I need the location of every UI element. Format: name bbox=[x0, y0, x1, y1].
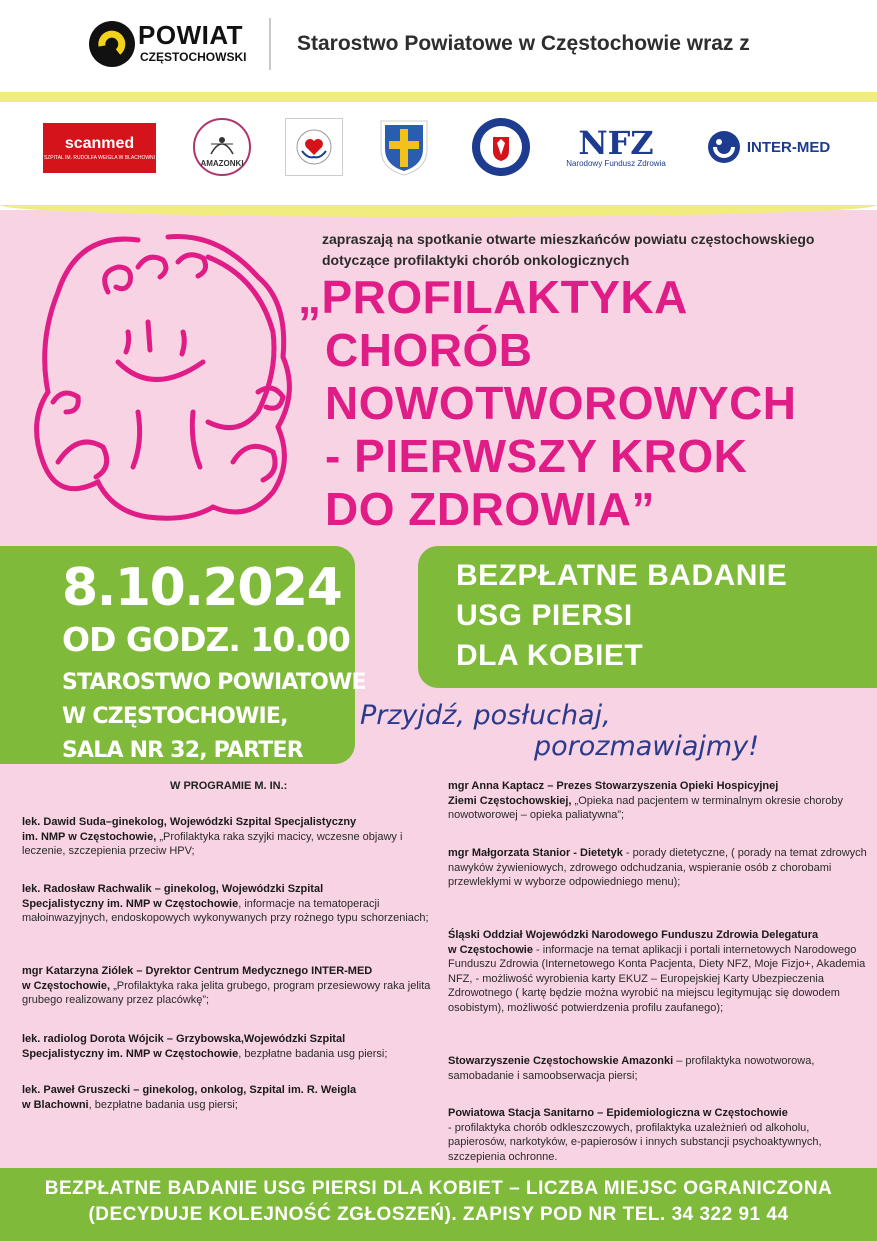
program-item bbox=[22, 1083, 442, 1112]
sanepid-logo bbox=[470, 118, 532, 176]
speaker-affiliation: Specjalistyczny im. NMP w Częstochowie bbox=[22, 1047, 239, 1060]
header-title: Starostwo Powiatowe w Częstochowie wraz z bbox=[297, 32, 750, 55]
topic: - profilaktyka chorób odkleszczowych, profilaktyka uzależnień od alkoholu, papierosów, narkotyków, e-papierosów i innych substancji psychoaktywnych, szczepienia ochronne. bbox=[448, 1121, 822, 1163]
amazonki-label: AMAZONKI bbox=[200, 159, 244, 168]
title-line-3: NOWOTWOROWYCH bbox=[325, 377, 797, 429]
speaker-affiliation: w Częstochowie, bbox=[22, 979, 111, 992]
speaker-affiliation: Specjalistyczny im. NMP w Częstochowie bbox=[22, 897, 239, 910]
invitation-text bbox=[322, 229, 862, 271]
program-item bbox=[448, 928, 868, 1015]
slogan-line-2: porozmawiajmy! bbox=[534, 731, 760, 762]
speaker-name: mgr Małgorzata Stanior - Dietetyk bbox=[448, 847, 623, 859]
speaker-name: Stowarzyszenie Częstochowskie Amazonki bbox=[448, 1055, 674, 1067]
topic: , informacje na tematoperacji małoinwazyjnych, endoskopowych wykonywanych przy rożnego typu schorzeniach; bbox=[22, 897, 429, 924]
program-item bbox=[22, 1032, 442, 1061]
topic: - informacje na temat aplikacji i portali internetowych Narodowego Funduszu Zdrowia (Internetowego Konta Pacjenta, Diety NFZ, Moje Fizjo+, Akademia NFZ, - możliwość wyrobienia karty EKUZ – Europejskiej Karty Ubezpieczenia Zdrowotnego ( kartę będzie można wyrobić na miejscu legitymując się dowodem osobistym), możliwość potwierdzenia profilu zaufanego); bbox=[448, 943, 866, 1014]
speaker-name: mgr Anna Kaptacz – Prezes Stowarzyszenia Opieki Hospicyjnej bbox=[448, 780, 779, 792]
speaker-name: Śląski Oddział Wojewódzki Narodowego Funduszu Zdrowia Delegatura bbox=[448, 929, 819, 941]
title-line-5: DO ZDROWIA” bbox=[325, 483, 656, 535]
program-item bbox=[448, 1106, 868, 1164]
logo-subtitle: CZĘSTOCHOWSKI bbox=[140, 50, 247, 64]
program-heading: W PROGRAMIE M. IN.: bbox=[170, 780, 288, 792]
amazonki-logo bbox=[192, 118, 252, 176]
invitation-line-1: zapraszają na spotkanie otwarte mieszkańców powiatu częstochowskiego bbox=[322, 231, 815, 247]
header-bottom-bar bbox=[0, 205, 877, 217]
place-line-2: W CZĘSTOCHOWIE, bbox=[62, 704, 288, 729]
scanmed-subtitle: SZPITAL IM. RUDOLFA WEIGLA W BLACHOWNI bbox=[43, 155, 156, 161]
hands-heart-icon bbox=[294, 127, 334, 167]
speaker-affiliation: Ziemi Częstochowskiej, bbox=[448, 794, 572, 807]
hospice-logo bbox=[284, 118, 344, 176]
place-line-3: SALA NR 32, PARTER bbox=[62, 738, 303, 763]
speaker-affiliation: im. NMP w Częstochowie, bbox=[22, 830, 157, 843]
nfz-mark: NFZ bbox=[578, 123, 654, 162]
speaker-name: mgr Katarzyna Ziólek – Dyrektor Centrum Medycznego INTER-MED bbox=[22, 965, 373, 977]
topic: „Opieka nad pacjentem w terminalnym okresie choroby nowotworowej – opieka paliatywna”; bbox=[448, 794, 843, 821]
logo-title: POWIAT bbox=[138, 20, 244, 50]
title-line-4: - PIERWSZY KROK bbox=[325, 430, 748, 482]
speaker-name: lek. Radosław Rachwalik – ginekolog, Wojewódzki Szpital bbox=[22, 883, 324, 895]
scanmed-logo bbox=[43, 123, 156, 173]
speaker-affiliation: w Częstochowie bbox=[448, 943, 533, 956]
topic: , bezpłatne badania usg piersi; bbox=[238, 1047, 388, 1060]
event-place bbox=[62, 666, 366, 768]
title-line-2: CHORÓB bbox=[325, 324, 533, 376]
program-item bbox=[448, 846, 868, 890]
speaker-name: lek. Paweł Gruszecki – ginekolog, onkolog, Szpital im. R. Weigla bbox=[22, 1084, 357, 1096]
program-item bbox=[448, 779, 868, 823]
topic: „Profilaktyka raka jelita grubego, program przesiewowy raka jelita grubego realizowany przez placówkę”; bbox=[22, 979, 431, 1006]
powiat-logo-icon bbox=[88, 20, 136, 68]
program-item bbox=[448, 1054, 868, 1083]
speaker-name: Powiatowa Stacja Sanitarno – Epidemiologiczna w Częstochowie bbox=[448, 1107, 788, 1119]
event-hour: OD GODZ. 10.00 bbox=[62, 620, 350, 659]
nfz-name: Narodowy Fundusz Zdrowia bbox=[566, 158, 666, 168]
speaker-affiliation: w Blachowni bbox=[22, 1098, 89, 1111]
header-divider-bar bbox=[0, 92, 877, 102]
speaker-name: lek. radiolog Dorota Wójcik – Grzybowska,Wojewódzki Szpital bbox=[22, 1033, 346, 1045]
nfz-logo bbox=[556, 118, 676, 176]
sanepid-eagle-icon bbox=[471, 117, 531, 177]
intermed-logo bbox=[696, 118, 841, 176]
slogan-line-1: Przyjdź, posłuchaj, bbox=[360, 700, 611, 731]
program-item bbox=[22, 882, 442, 926]
event-date: 8.10.2024 bbox=[62, 558, 342, 618]
exam-line-3: DLA KOBIET bbox=[456, 639, 644, 672]
speaker-name: lek. Dawid Suda–ginekolog, Wojewódzki Szpital Specjalistyczny bbox=[22, 816, 357, 828]
header-divider bbox=[269, 18, 271, 70]
title-line-1: „PROFILAKTYKA bbox=[298, 271, 688, 323]
program-item bbox=[22, 964, 442, 1008]
exam-line-2: USG PIERSI bbox=[456, 599, 633, 632]
topic: , bezpłatne badania usg piersi; bbox=[88, 1098, 238, 1111]
topic: – profilaktyka nowotworowa, samobadanie i samoobserwacja piersi; bbox=[448, 1055, 815, 1082]
invitation-line-2: dotyczące profilaktyki chorób onkologicznych bbox=[322, 252, 630, 268]
exam-line-1: BEZPŁATNE BADANIE bbox=[456, 559, 788, 592]
intermed-name: INTER-MED bbox=[746, 138, 831, 156]
archer-icon bbox=[207, 132, 237, 158]
woman-face-illustration bbox=[18, 222, 303, 542]
exam-text bbox=[456, 556, 787, 676]
footer-line-1: BEZPŁATNE BADANIE USG PIERSI DLA KOBIET – LICZBA MIEJSC OGRANICZONA bbox=[44, 1178, 833, 1199]
event-title bbox=[298, 271, 868, 536]
intermed-icon bbox=[707, 130, 741, 164]
place-line-1: STAROSTWO POWIATOWE bbox=[62, 670, 366, 695]
crest-icon bbox=[377, 117, 431, 177]
topic: „Profilaktyka raka szyjki macicy, wczesne objawy i leczenie, szczepienia przeciw HPV; bbox=[22, 830, 403, 857]
program-item bbox=[22, 815, 442, 859]
powiat-crest-logo bbox=[376, 118, 432, 176]
footer-line-2: (DECYDUJE KOLEJNOŚĆ ZGŁOSZEŃ). ZAPISY POD NR TEL. 34 322 91 44 bbox=[88, 1204, 789, 1225]
scanmed-name: scanmed bbox=[64, 135, 135, 152]
topic: - porady dietetyczne, ( porady na temat zdrowych nawyków żywieniowych, zdrowego odchudzania, wspieranie osób z chorobami przewlekłymi w wyborze odpowiedniego menu); bbox=[448, 847, 867, 888]
